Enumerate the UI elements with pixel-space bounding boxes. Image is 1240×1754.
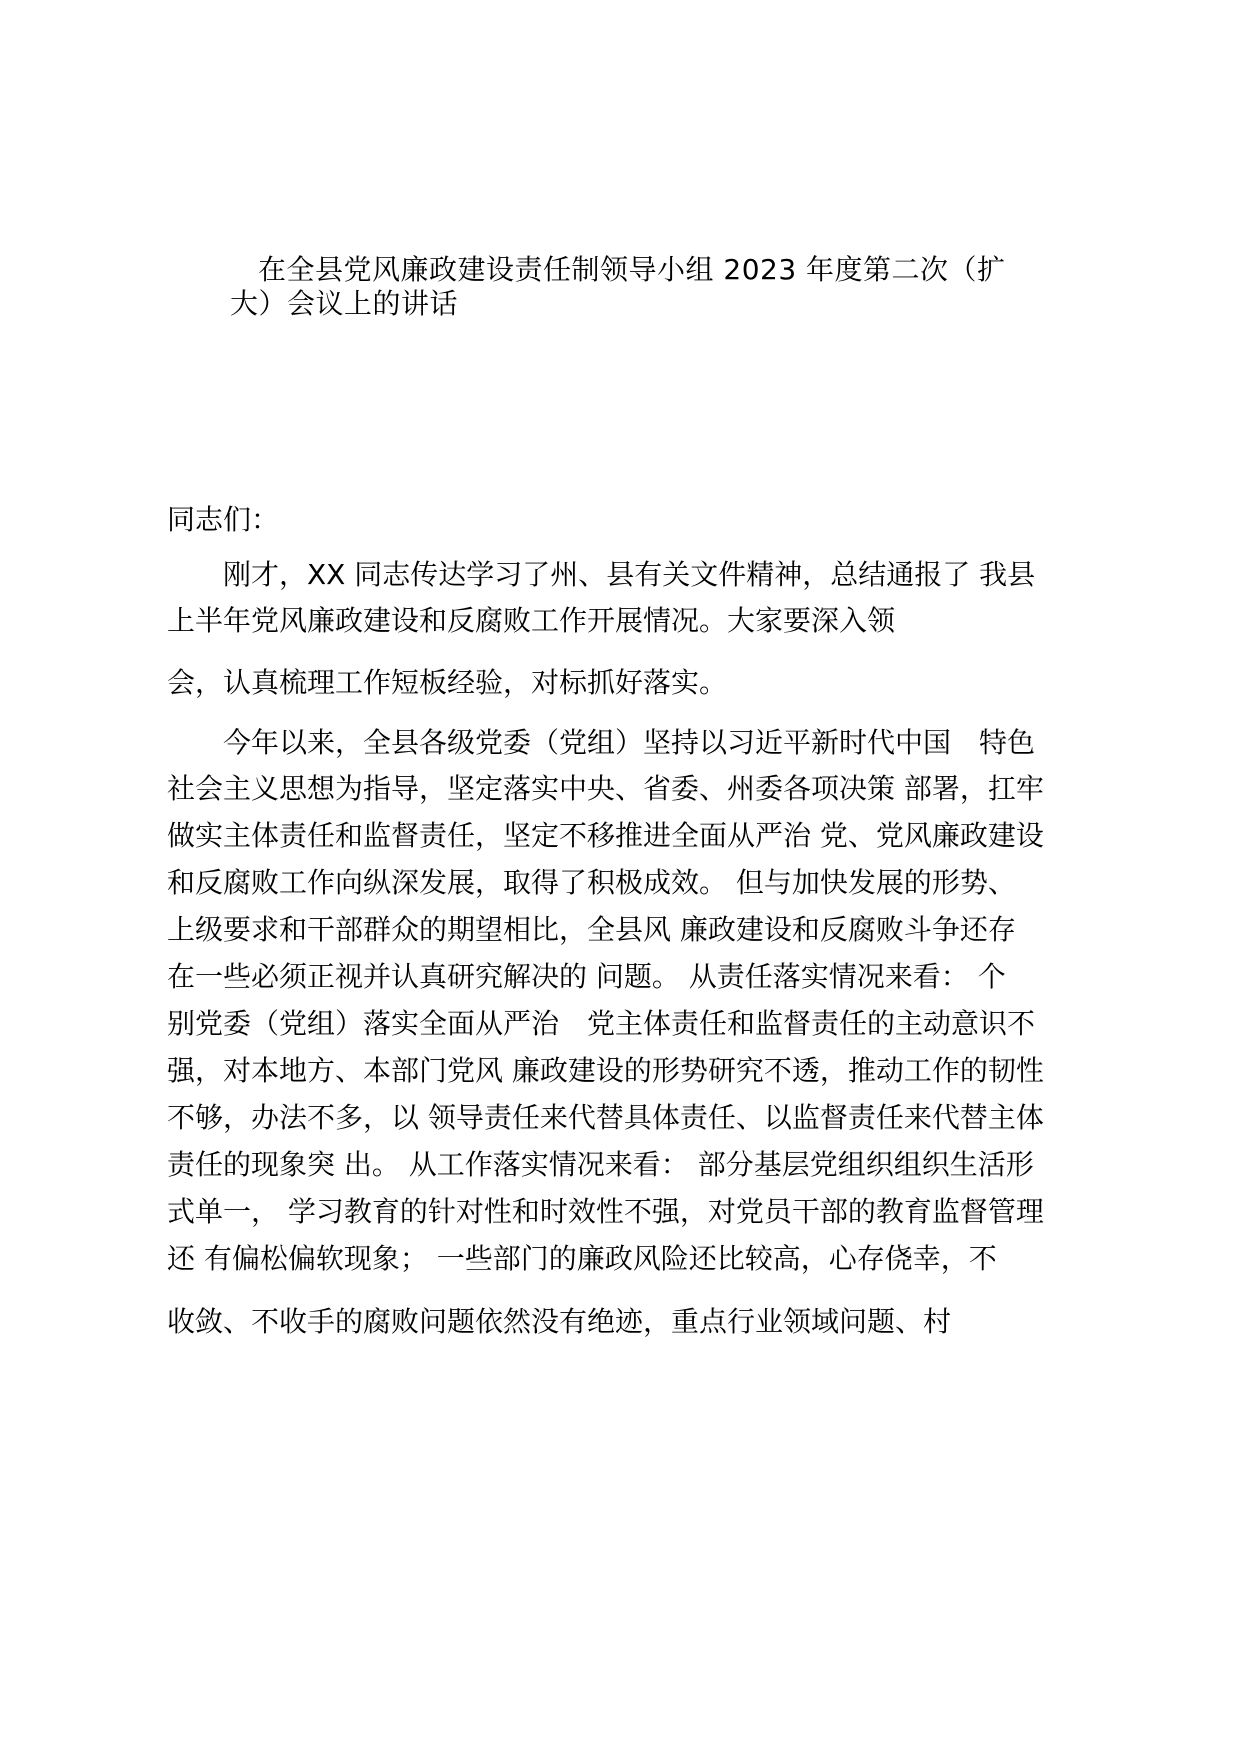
body-line: 还 有偏松偏软现象； 一些部门的廉政风险还比较高，心存侥幸，不: [167, 1242, 997, 1275]
body-line: 和反腐败工作向纵深发展，取得了积极成效。 但与加快发展的形势、: [167, 866, 1016, 899]
body-line: 上半年党风廉政建设和反腐败工作开展情况。大家要深入领: [167, 604, 896, 637]
document-title-line-2: 大）会议上的讲话: [230, 287, 459, 320]
greeting: 同志们：: [167, 503, 280, 536]
body-line: 会，认真梳理工作短板经验，对标抓好落实。: [167, 666, 728, 699]
body-line: 上级要求和干部群众的期望相比，全县风 廉政建设和反腐败斗争还存: [167, 913, 1016, 946]
body-line: 式单一， 学习教育的针对性和时效性不强，对党员干部的教育监督管理: [167, 1195, 1044, 1228]
body-line: 不够，办法不多，以 领导责任来代替具体责任、以监督责任来代替主体: [167, 1101, 1044, 1134]
body-line: 别党委（党组）落实全面从严治 党主体责任和监督责任的主动意识不: [167, 1007, 1036, 1040]
body-line: 收敛、不收手的腐败问题依然没有绝迹，重点行业领域问题、村: [167, 1305, 952, 1338]
body-line: 强，对本地方、本部门党风 廉政建设的形势研究不透，推动工作的韧性: [167, 1054, 1044, 1087]
body-line: 在一些必须正视并认真研究解决的 问题。 从责任落实情况来看： 个: [167, 960, 1006, 993]
body-line: 今年以来，全县各级党委（党组）坚持以习近平新时代中国 特色: [167, 726, 1036, 759]
body-line: 社会主义思想为指导，坚定落实中央、省委、州委各项决策 部署，扛牢: [167, 772, 1044, 805]
body-line: 做实主体责任和监督责任，坚定不移推进全面从严治 党、党风廉政建设: [167, 819, 1044, 852]
body-line: 责任的现象突 出。 从工作落实情况来看： 部分基层党组织组织生活形: [167, 1148, 1034, 1181]
body-line: 刚才，XX 同志传达学习了州、县有关文件精神，总结通报了 我县: [167, 558, 1036, 591]
document-title-line-1: 在全县党风廉政建设责任制领导小组 2023 年度第二次（扩: [258, 253, 1006, 286]
